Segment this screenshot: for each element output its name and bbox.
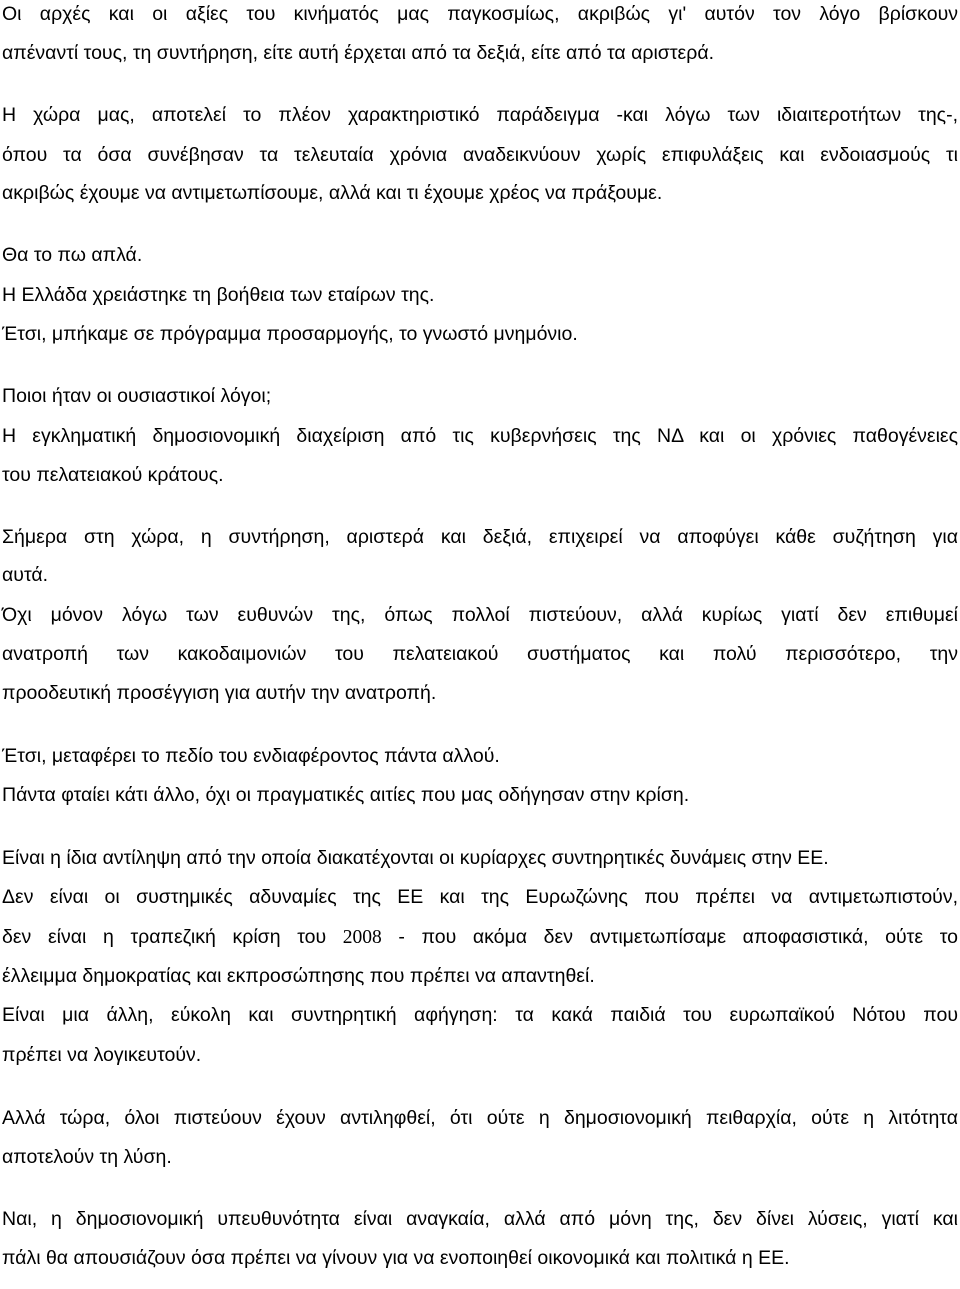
year-number: 2008	[342, 927, 382, 948]
text-line: Όχι μόνον λόγω των ευθυνών της, όπως πολλοί πιστεύουν, αλλά κυρίως γιατί δεν επιθυμεί	[2, 604, 958, 626]
text-line: έλλειμμα δημοκρατίας και εκπροσώπησης που πρέπει να απαντηθεί.	[2, 965, 595, 987]
text-line: πρέπει να λογικευτούν.	[2, 1044, 202, 1066]
text-line: Έτσι, μεταφέρει το πεδίο του ενδιαφέροντος πάντα αλλού.	[2, 745, 500, 767]
text-line: Η Ελλάδα χρειάστηκε τη βοήθεια των εταίρων της.	[2, 284, 435, 306]
text-segment: - που ακόμα δεν αντιμετωπίσαμε αποφασιστικά, ούτε το	[381, 926, 958, 948]
text-line: Η χώρα μας, αποτελεί το πλέον χαρακτηριστικό παράδειγμα -και λόγω των ιδιαιτεροτήτων της-,	[2, 104, 958, 126]
text-line: προοδευτική προσέγγιση για αυτήν την ανατροπή.	[2, 682, 437, 704]
text-line-with-year	[2, 925, 958, 950]
text-line: του πελατειακού κράτους.	[2, 464, 224, 486]
text-line: αυτά.	[2, 564, 49, 586]
text-segment: δεν είναι η τραπεζική κρίση του	[2, 926, 343, 948]
text-line: πάλι θα απουσιάζουν όσα πρέπει να γίνουν για να ενοποιηθεί οικονομικά και πολιτικά η ΕΕ.	[2, 1247, 790, 1269]
text-line: όπου τα όσα συνέβησαν τα τελευταία χρόνια αναδεικνύουν χωρίς επιφυλάξεις και ενδοιασμούς τι	[2, 144, 958, 166]
text-line: αποτελούν τη λύση.	[2, 1146, 172, 1168]
text-line: Έτσι, μπήκαμε σε πρόγραμμα προσαρμογής, το γνωστό μνημόνιο.	[2, 323, 578, 345]
text-line: Αλλά τώρα, όλοι πιστεύουν έχουν αντιληφθεί, ότι ούτε η δημοσιονομική πειθαρχία, ούτε η λιτότητα	[2, 1107, 958, 1129]
text-line: Η εγκληματική δημοσιονομική διαχείριση από τις κυβερνήσεις της ΝΔ και οι χρόνιες παθογένειες	[2, 425, 958, 447]
text-line: απέναντί τους, τη συντήρηση, είτε αυτή έρχεται από τα δεξιά, είτε από τα αριστερά.	[2, 42, 715, 64]
text-line: ακριβώς έχουμε να αντιμετωπίσουμε, αλλά και τι έχουμε χρέος να πράξουμε.	[2, 182, 663, 204]
text-line: Είναι η ίδια αντίληψη από την οποία διακατέχονται οι κυρίαρχες συντηρητικές δυνάμεις στην ΕΕ.	[2, 847, 829, 869]
text-line: Σήμερα στη χώρα, η συντήρηση, αριστερά και δεξιά, επιχειρεί να αποφύγει κάθε συζήτηση για	[2, 526, 958, 548]
text-line: Ποιοι ήταν οι ουσιαστικοί λόγοι;	[2, 385, 272, 407]
text-line: Δεν είναι οι συστημικές αδυναμίες της ΕΕ και της Ευρωζώνης που πρέπει να αντιμετωπιστούν,	[2, 886, 958, 908]
text-line: Πάντα φταίει κάτι άλλο, όχι οι πραγματικές αιτίες που μας οδήγησαν στην κρίση.	[2, 784, 690, 806]
text-line: Οι αρχές και οι αξίες του κινήματός μας παγκοσμίως, ακριβώς γι' αυτόν τον λόγο βρίσκουν	[2, 3, 958, 25]
text-line: Ναι, η δημοσιονομική υπευθυνότητα είναι αναγκαία, αλλά από μόνη της, δεν δίνει λύσεις, γιατί και	[2, 1208, 958, 1230]
text-line: Είναι μια άλλη, εύκολη και συντηρητική αφήγηση: τα κακά παιδιά του ευρωπαϊκού Νότου που	[2, 1004, 958, 1026]
text-line: ανατροπή των κακοδαιμονιών του πελατειακού συστήματος και πολύ περισσότερο, την	[2, 643, 958, 665]
text-line: Θα το πω απλά.	[2, 244, 143, 266]
